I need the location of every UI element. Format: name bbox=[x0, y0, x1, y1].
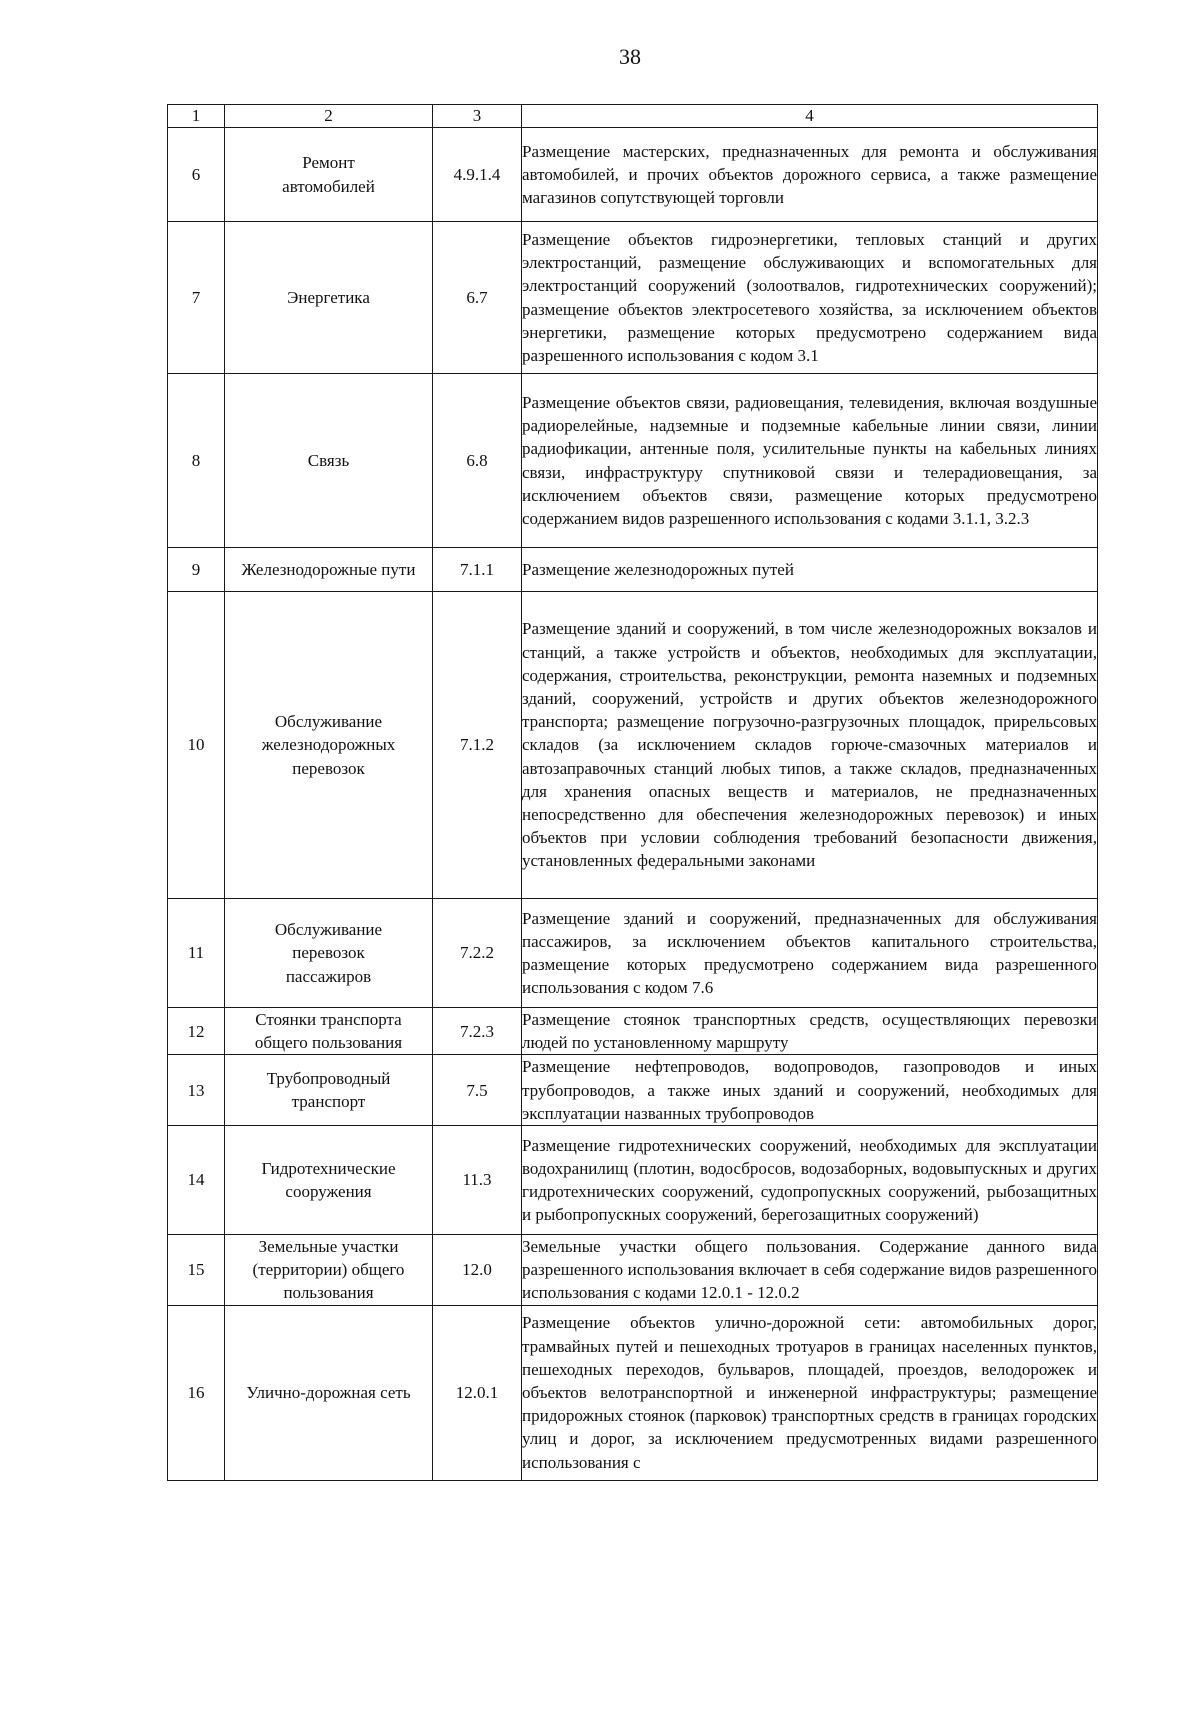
use-type-description: Размещение зданий и сооружений, в том числе железнодорожных вокзалов и станций, а также устройств и объектов, необходимых для эксплуатации, содержания, строительства, реконструкции, ремонта наземных и подземных зданий, сооружений, устройств и других объектов железнодорожного транспорта; размещение погрузочно-разгрузочных площадок, прирельсовых складов (за исключением складов горюче-смазочных материалов и автозаправочных станций любых типов, а также складов, предназначенных для хранения опасных веществ и материалов, не предназначенных непосредственно для обеспечения железнодорожных перевозок) и иных объектов при условии соблюдения требований безопасности движения, установленных федеральными законами bbox=[522, 592, 1098, 899]
use-type-code: 7.2.3 bbox=[433, 1008, 522, 1055]
table-row bbox=[168, 899, 1098, 1008]
column-header-4: 4 bbox=[522, 105, 1098, 128]
use-type-name bbox=[225, 1235, 433, 1306]
row-number: 9 bbox=[168, 548, 225, 592]
use-type-name bbox=[225, 222, 433, 374]
table-row bbox=[168, 548, 1098, 592]
use-type-name-text: Связь bbox=[307, 450, 350, 470]
row-number: 7 bbox=[168, 222, 225, 374]
use-type-name bbox=[225, 592, 433, 899]
table-row bbox=[168, 222, 1098, 374]
use-type-code: 7.1.2 bbox=[433, 592, 522, 899]
use-type-name bbox=[225, 374, 433, 548]
use-type-description: Земельные участки общего пользования. Содержание данного вида разрешенного использования включает в себя содержание видов разрешенного использования с кодами 12.0.1 - 12.0.2 bbox=[522, 1235, 1098, 1306]
table-row bbox=[168, 1126, 1098, 1235]
row-number: 15 bbox=[168, 1235, 225, 1306]
table-row bbox=[168, 592, 1098, 899]
use-type-name-text: Трубопроводный транспорт bbox=[266, 1069, 391, 1112]
table-row bbox=[168, 1305, 1098, 1480]
use-type-description: Размещение объектов гидроэнергетики, тепловых станций и других электростанций, размещение обслуживающих и вспомогательных для электростанций сооружений (золоотвалов, гидротехнических сооружений); размещение объектов электросетевого хозяйства, за исключением объектов энергетики, размещение которых предусмотрено содержанием вида разрешенного использования с кодом 3.1 bbox=[522, 222, 1098, 374]
use-type-name bbox=[225, 899, 433, 1008]
row-number: 6 bbox=[168, 128, 225, 222]
use-type-code: 6.7 bbox=[433, 222, 522, 374]
table-row bbox=[168, 374, 1098, 548]
use-type-name-text: Железнодорожные пути bbox=[241, 559, 416, 579]
page-number: 38 bbox=[619, 44, 641, 69]
use-type-code: 7.1.1 bbox=[433, 548, 522, 592]
table-row bbox=[168, 128, 1098, 222]
table-row bbox=[168, 1055, 1098, 1126]
use-type-description: Размещение мастерских, предназначенных для ремонта и обслуживания автомобилей, и прочих объектов дорожного сервиса, а также размещение магазинов сопутствующей торговли bbox=[522, 128, 1098, 222]
use-type-description: Размещение железнодорожных путей bbox=[522, 548, 1098, 592]
use-type-code: 11.3 bbox=[433, 1126, 522, 1235]
use-type-name-text: Обслуживание железнодорожных перевозок bbox=[261, 712, 396, 778]
row-number: 8 bbox=[168, 374, 225, 548]
use-type-code: 12.0.1 bbox=[433, 1305, 522, 1480]
use-type-name bbox=[225, 128, 433, 222]
column-header-3: 3 bbox=[433, 105, 522, 128]
use-type-code: 12.0 bbox=[433, 1235, 522, 1306]
use-type-code: 7.5 bbox=[433, 1055, 522, 1126]
row-number: 10 bbox=[168, 592, 225, 899]
use-type-description: Размещение объектов связи, радиовещания, телевидения, включая воздушные радиорелейные, надземные и подземные кабельные линии связи, линии радиофикации, антенные поля, усилительные пункты на кабельных линиях связи, инфраструктуру спутниковой связи и телерадиовещания, за исключением объектов связи, размещение которых предусмотрено содержанием видов разрешенного использования с кодами 3.1.1, 3.2.3 bbox=[522, 374, 1098, 548]
use-type-description: Размещение стоянок транспортных средств, осуществляющих перевозки людей по установленному маршруту bbox=[522, 1008, 1098, 1055]
table-row bbox=[168, 1235, 1098, 1306]
use-type-code: 6.8 bbox=[433, 374, 522, 548]
use-type-name-text: Земельные участки (территории) общего пользования bbox=[252, 1237, 405, 1303]
use-type-name bbox=[225, 1126, 433, 1235]
row-number: 14 bbox=[168, 1126, 225, 1235]
column-header-1: 1 bbox=[168, 105, 225, 128]
column-header-2: 2 bbox=[225, 105, 433, 128]
row-number: 11 bbox=[168, 899, 225, 1008]
land-use-table bbox=[167, 104, 1098, 1481]
use-type-name-text: Энергетика bbox=[287, 287, 370, 307]
use-type-description: Размещение зданий и сооружений, предназначенных для обслуживания пассажиров, за исключением объектов капитального строительства, размещение которых предусмотрено содержанием вида разрешенного использования с кодом 7.6 bbox=[522, 899, 1098, 1008]
row-number: 16 bbox=[168, 1305, 225, 1480]
row-number: 13 bbox=[168, 1055, 225, 1126]
use-type-name bbox=[225, 1008, 433, 1055]
use-type-description: Размещение нефтепроводов, водопроводов, газопроводов и иных трубопроводов, а также иных зданий и сооружений, необходимых для эксплуатации названных трубопроводов bbox=[522, 1055, 1098, 1126]
use-type-code: 7.2.2 bbox=[433, 899, 522, 1008]
use-type-name-text: Ремонт автомобилей bbox=[282, 153, 375, 196]
row-number: 12 bbox=[168, 1008, 225, 1055]
table-row bbox=[168, 1008, 1098, 1055]
use-type-name-text: Улично-дорожная сеть bbox=[246, 1383, 411, 1403]
use-type-name-text: Стоянки транспорта общего пользования bbox=[254, 1010, 403, 1053]
header-row bbox=[168, 105, 1098, 128]
use-type-name-text: Гидротехнические сооружения bbox=[261, 1158, 396, 1202]
use-type-description: Размещение гидротехнических сооружений, необходимых для эксплуатации водохранилищ (плотин, водосбросов, водозаборных, водовыпускных и других гидротехнических сооружений, судопропускных сооружений, рыбозащитных и рыбопропускных сооружений, берегозащитных сооружений) bbox=[522, 1126, 1098, 1235]
use-type-name-text: Обслуживание перевозок пассажиров bbox=[274, 920, 383, 986]
use-type-name bbox=[225, 1055, 433, 1126]
use-type-code: 4.9.1.4 bbox=[433, 128, 522, 222]
use-type-description: Размещение объектов улично-дорожной сети: автомобильных дорог, трамвайных путей и пешеходных тротуаров в границах населенных пунктов, пешеходных переходов, бульваров, площадей, проездов, велодорожек и объектов велотранспортной и инженерной инфраструктуры; размещение придорожных стоянок (парковок) транспортных средств в границах городских улиц и дорог, за исключением предусмотренных видами разрешенного использования с bbox=[522, 1305, 1098, 1480]
use-type-name bbox=[225, 1305, 433, 1480]
use-type-name bbox=[225, 548, 433, 592]
